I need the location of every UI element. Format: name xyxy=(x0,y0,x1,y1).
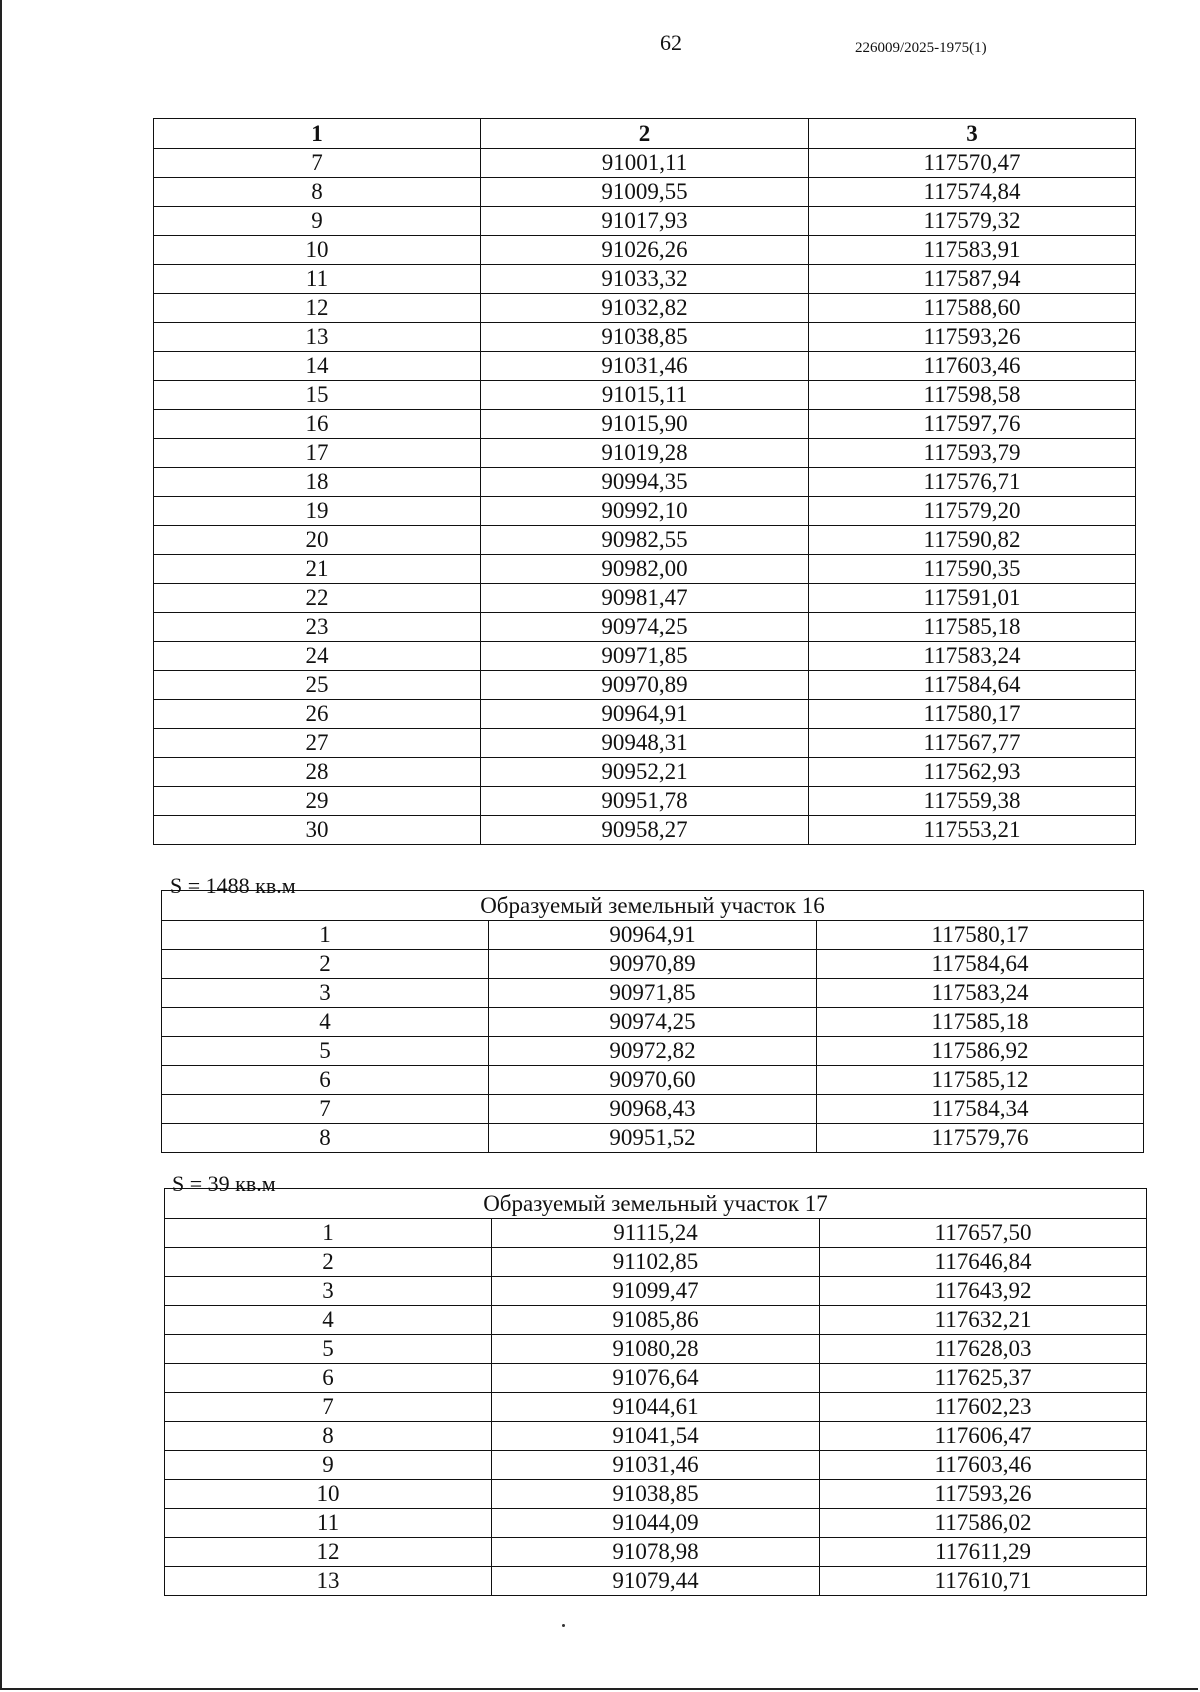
point-number-cell: 1 xyxy=(165,1219,492,1248)
x-coordinate-cell: 90948,31 xyxy=(481,729,809,758)
y-coordinate-cell: 117598,58 xyxy=(809,381,1136,410)
area-label: S = 1488 кв.м xyxy=(170,873,296,898)
point-number-cell: 30 xyxy=(154,816,481,845)
table-row xyxy=(154,468,1136,497)
table-row xyxy=(165,1248,1147,1277)
x-coordinate-cell: 91038,85 xyxy=(492,1480,820,1509)
y-coordinate-cell: 117585,18 xyxy=(817,1008,1144,1037)
y-coordinate-cell: 117632,21 xyxy=(820,1306,1147,1335)
x-coordinate-cell: 91080,28 xyxy=(492,1335,820,1364)
point-number-cell: 18 xyxy=(154,468,481,497)
plot-title: Образуемый земельный участок 16 xyxy=(162,891,1144,921)
point-number-cell: 29 xyxy=(154,787,481,816)
point-number-cell: 12 xyxy=(154,294,481,323)
point-number-cell: 6 xyxy=(165,1364,492,1393)
table-row xyxy=(162,1124,1144,1153)
point-number-cell: 7 xyxy=(165,1393,492,1422)
table-row xyxy=(154,178,1136,207)
document-id: 226009/2025-1975(1) xyxy=(855,40,987,56)
point-number-cell: 24 xyxy=(154,642,481,671)
y-coordinate-cell: 117583,91 xyxy=(809,236,1136,265)
table-row xyxy=(165,1277,1147,1306)
x-coordinate-cell: 90970,89 xyxy=(481,671,809,700)
table-row xyxy=(154,207,1136,236)
x-coordinate-cell: 91085,86 xyxy=(492,1306,820,1335)
y-coordinate-cell: 117585,12 xyxy=(817,1066,1144,1095)
table-row xyxy=(162,1066,1144,1095)
point-number-cell: 16 xyxy=(154,410,481,439)
point-number-cell: 25 xyxy=(154,671,481,700)
table-row xyxy=(154,439,1136,468)
table-row xyxy=(154,381,1136,410)
x-coordinate-cell: 91001,11 xyxy=(481,149,809,178)
x-coordinate-cell: 90974,25 xyxy=(481,613,809,642)
point-number-cell: 15 xyxy=(154,381,481,410)
column-header: 2 xyxy=(481,119,809,149)
table-header-row xyxy=(154,119,1136,149)
table-row xyxy=(165,1538,1147,1567)
y-coordinate-cell: 117584,64 xyxy=(809,671,1136,700)
y-coordinate-cell: 117570,47 xyxy=(809,149,1136,178)
x-coordinate-cell: 91044,09 xyxy=(492,1509,820,1538)
y-coordinate-cell: 117628,03 xyxy=(820,1335,1147,1364)
x-coordinate-cell: 91099,47 xyxy=(492,1277,820,1306)
y-coordinate-cell: 117588,60 xyxy=(809,294,1136,323)
point-number-cell: 9 xyxy=(165,1451,492,1480)
point-number-cell: 3 xyxy=(165,1277,492,1306)
table-row xyxy=(154,642,1136,671)
point-number-cell: 10 xyxy=(154,236,481,265)
coordinates-table-plot-17 xyxy=(164,1188,1147,1596)
x-coordinate-cell: 90992,10 xyxy=(481,497,809,526)
point-number-cell: 4 xyxy=(165,1306,492,1335)
x-coordinate-cell: 91076,64 xyxy=(492,1364,820,1393)
x-coordinate-cell: 90972,82 xyxy=(489,1037,817,1066)
x-coordinate-cell: 91026,26 xyxy=(481,236,809,265)
x-coordinate-cell: 90994,35 xyxy=(481,468,809,497)
table-row xyxy=(154,700,1136,729)
point-number-cell: 11 xyxy=(165,1509,492,1538)
point-number-cell: 5 xyxy=(165,1335,492,1364)
area-label: S = 39 кв.м xyxy=(172,1171,276,1196)
table-row xyxy=(165,1364,1147,1393)
point-number-cell: 7 xyxy=(162,1095,489,1124)
x-coordinate-cell: 90974,25 xyxy=(489,1008,817,1037)
y-coordinate-cell: 117597,76 xyxy=(809,410,1136,439)
y-coordinate-cell: 117625,37 xyxy=(820,1364,1147,1393)
table-row xyxy=(165,1422,1147,1451)
point-number-cell: 3 xyxy=(162,979,489,1008)
point-number-cell: 12 xyxy=(165,1538,492,1567)
y-coordinate-cell: 117593,79 xyxy=(809,439,1136,468)
y-coordinate-cell: 117585,18 xyxy=(809,613,1136,642)
x-coordinate-cell: 90971,85 xyxy=(489,979,817,1008)
y-coordinate-cell: 117584,64 xyxy=(817,950,1144,979)
x-coordinate-cell: 90952,21 xyxy=(481,758,809,787)
table-row xyxy=(154,265,1136,294)
x-coordinate-cell: 90982,55 xyxy=(481,526,809,555)
point-number-cell: 1 xyxy=(162,921,489,950)
y-coordinate-cell: 117579,32 xyxy=(809,207,1136,236)
table-row xyxy=(162,1037,1144,1066)
point-number-cell: 4 xyxy=(162,1008,489,1037)
y-coordinate-cell: 117567,77 xyxy=(809,729,1136,758)
table-row xyxy=(165,1393,1147,1422)
point-number-cell: 10 xyxy=(165,1480,492,1509)
y-coordinate-cell: 117583,24 xyxy=(809,642,1136,671)
table-row xyxy=(165,1567,1147,1596)
x-coordinate-cell: 91044,61 xyxy=(492,1393,820,1422)
x-coordinate-cell: 91079,44 xyxy=(492,1567,820,1596)
stray-mark xyxy=(562,1624,565,1627)
table-row xyxy=(165,1480,1147,1509)
y-coordinate-cell: 117576,71 xyxy=(809,468,1136,497)
table-row xyxy=(154,816,1136,845)
y-coordinate-cell: 117580,17 xyxy=(809,700,1136,729)
x-coordinate-cell: 90981,47 xyxy=(481,584,809,613)
y-coordinate-cell: 117574,84 xyxy=(809,178,1136,207)
table-row xyxy=(154,410,1136,439)
table-row xyxy=(154,584,1136,613)
x-coordinate-cell: 90958,27 xyxy=(481,816,809,845)
y-coordinate-cell: 117611,29 xyxy=(820,1538,1147,1567)
plot-title: Образуемый земельный участок 17 xyxy=(165,1189,1147,1219)
y-coordinate-cell: 117562,93 xyxy=(809,758,1136,787)
point-number-cell: 27 xyxy=(154,729,481,758)
point-number-cell: 28 xyxy=(154,758,481,787)
y-coordinate-cell: 117591,01 xyxy=(809,584,1136,613)
x-coordinate-cell: 91017,93 xyxy=(481,207,809,236)
x-coordinate-cell: 91078,98 xyxy=(492,1538,820,1567)
x-coordinate-cell: 91041,54 xyxy=(492,1422,820,1451)
y-coordinate-cell: 117593,26 xyxy=(820,1480,1147,1509)
x-coordinate-cell: 90968,43 xyxy=(489,1095,817,1124)
x-coordinate-cell: 91032,82 xyxy=(481,294,809,323)
point-number-cell: 5 xyxy=(162,1037,489,1066)
table-row xyxy=(154,758,1136,787)
table-row xyxy=(154,236,1136,265)
x-coordinate-cell: 90951,78 xyxy=(481,787,809,816)
y-coordinate-cell: 117583,24 xyxy=(817,979,1144,1008)
y-coordinate-cell: 117603,46 xyxy=(820,1451,1147,1480)
table-row xyxy=(165,1509,1147,1538)
table-row xyxy=(154,323,1136,352)
x-coordinate-cell: 90971,85 xyxy=(481,642,809,671)
point-number-cell: 13 xyxy=(154,323,481,352)
point-number-cell: 17 xyxy=(154,439,481,468)
y-coordinate-cell: 117586,02 xyxy=(820,1509,1147,1538)
x-coordinate-cell: 90964,91 xyxy=(481,700,809,729)
table-row xyxy=(154,149,1136,178)
table-row xyxy=(154,555,1136,584)
x-coordinate-cell: 90970,60 xyxy=(489,1066,817,1095)
table-row xyxy=(162,979,1144,1008)
table-row xyxy=(165,1335,1147,1364)
point-number-cell: 8 xyxy=(162,1124,489,1153)
point-number-cell: 21 xyxy=(154,555,481,584)
table-row xyxy=(162,1008,1144,1037)
point-number-cell: 13 xyxy=(165,1567,492,1596)
y-coordinate-cell: 117602,23 xyxy=(820,1393,1147,1422)
y-coordinate-cell: 117584,34 xyxy=(817,1095,1144,1124)
point-number-cell: 8 xyxy=(154,178,481,207)
point-number-cell: 9 xyxy=(154,207,481,236)
y-coordinate-cell: 117590,82 xyxy=(809,526,1136,555)
table-row xyxy=(162,921,1144,950)
y-coordinate-cell: 117579,20 xyxy=(809,497,1136,526)
y-coordinate-cell: 117657,50 xyxy=(820,1219,1147,1248)
x-coordinate-cell: 91031,46 xyxy=(481,352,809,381)
column-header: 1 xyxy=(154,119,481,149)
point-number-cell: 22 xyxy=(154,584,481,613)
y-coordinate-cell: 117579,76 xyxy=(817,1124,1144,1153)
x-coordinate-cell: 91033,32 xyxy=(481,265,809,294)
x-coordinate-cell: 90970,89 xyxy=(489,950,817,979)
y-coordinate-cell: 117580,17 xyxy=(817,921,1144,950)
point-number-cell: 26 xyxy=(154,700,481,729)
column-header: 3 xyxy=(809,119,1136,149)
point-number-cell: 20 xyxy=(154,526,481,555)
x-coordinate-cell: 90982,00 xyxy=(481,555,809,584)
page-number: 62 xyxy=(660,30,682,55)
point-number-cell: 11 xyxy=(154,265,481,294)
y-coordinate-cell: 117643,92 xyxy=(820,1277,1147,1306)
y-coordinate-cell: 117646,84 xyxy=(820,1248,1147,1277)
point-number-cell: 8 xyxy=(165,1422,492,1451)
coordinates-table-plot-16 xyxy=(161,890,1144,1153)
x-coordinate-cell: 91115,24 xyxy=(492,1219,820,1248)
y-coordinate-cell: 117553,21 xyxy=(809,816,1136,845)
y-coordinate-cell: 117586,92 xyxy=(817,1037,1144,1066)
x-coordinate-cell: 91038,85 xyxy=(481,323,809,352)
y-coordinate-cell: 117593,26 xyxy=(809,323,1136,352)
x-coordinate-cell: 91031,46 xyxy=(492,1451,820,1480)
point-number-cell: 7 xyxy=(154,149,481,178)
y-coordinate-cell: 117559,38 xyxy=(809,787,1136,816)
x-coordinate-cell: 90964,91 xyxy=(489,921,817,950)
table-row xyxy=(165,1451,1147,1480)
y-coordinate-cell: 117590,35 xyxy=(809,555,1136,584)
table-row xyxy=(154,671,1136,700)
point-number-cell: 23 xyxy=(154,613,481,642)
table-row xyxy=(154,729,1136,758)
y-coordinate-cell: 117606,47 xyxy=(820,1422,1147,1451)
x-coordinate-cell: 91015,90 xyxy=(481,410,809,439)
y-coordinate-cell: 117610,71 xyxy=(820,1567,1147,1596)
point-number-cell: 6 xyxy=(162,1066,489,1095)
x-coordinate-cell: 91019,28 xyxy=(481,439,809,468)
table-row xyxy=(154,613,1136,642)
table-row xyxy=(154,526,1136,555)
x-coordinate-cell: 91009,55 xyxy=(481,178,809,207)
y-coordinate-cell: 117587,94 xyxy=(809,265,1136,294)
point-number-cell: 2 xyxy=(165,1248,492,1277)
table-row xyxy=(165,1306,1147,1335)
point-number-cell: 14 xyxy=(154,352,481,381)
table-title-row xyxy=(162,891,1144,921)
point-number-cell: 19 xyxy=(154,497,481,526)
x-coordinate-cell: 90951,52 xyxy=(489,1124,817,1153)
table-row xyxy=(165,1219,1147,1248)
coordinates-table-main xyxy=(153,118,1136,845)
table-row xyxy=(154,787,1136,816)
table-row xyxy=(154,497,1136,526)
table-title-row xyxy=(165,1189,1147,1219)
x-coordinate-cell: 91102,85 xyxy=(492,1248,820,1277)
table-row xyxy=(162,950,1144,979)
table-row xyxy=(154,294,1136,323)
table-row xyxy=(154,352,1136,381)
x-coordinate-cell: 91015,11 xyxy=(481,381,809,410)
point-number-cell: 2 xyxy=(162,950,489,979)
table-row xyxy=(162,1095,1144,1124)
y-coordinate-cell: 117603,46 xyxy=(809,352,1136,381)
